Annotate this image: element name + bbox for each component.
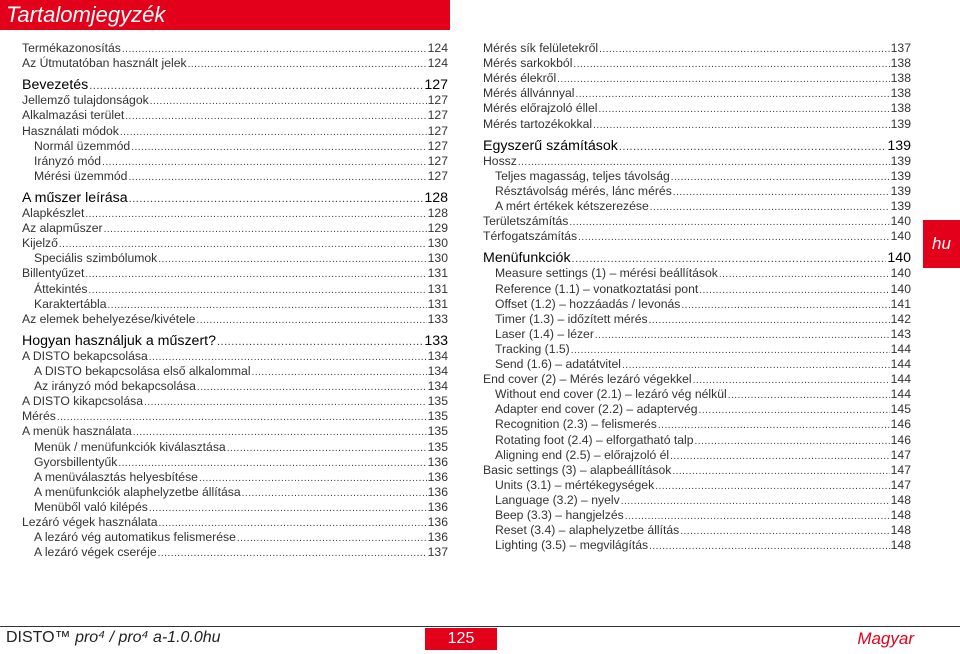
toc-entry-title: Menük / menüfunkciók kiválasztása	[34, 439, 226, 454]
toc-entry[interactable]	[22, 312, 448, 328]
toc-entry-page: 144	[890, 341, 911, 356]
toc-entry-page: 146	[890, 417, 911, 432]
toc-entry-page: 138	[890, 86, 911, 101]
toc-dot-leader	[89, 283, 427, 298]
toc-dot-leader	[125, 109, 426, 124]
toc-dot-leader	[622, 358, 890, 373]
toc-entry[interactable]	[34, 379, 448, 395]
toc-entry[interactable]	[495, 523, 911, 539]
toc-entry-page: 124	[427, 56, 448, 71]
toc-entry-title: A menüválasztás helyesbítése	[34, 469, 198, 484]
toc-entry-title: Gyorsbillentyűk	[34, 454, 118, 469]
toc-entry-title: Reference (1.1) – vonatkoztatási pont	[495, 281, 699, 296]
header-bar	[0, 0, 450, 30]
toc-entry[interactable]	[22, 93, 448, 109]
toc-dot-leader	[578, 230, 890, 245]
footer-product-variants: pro⁴ / pro⁴ a-1.0.0hu	[75, 629, 221, 646]
toc-entry-title: A műszer leírása	[22, 189, 128, 206]
toc-entry-title: A lezáró vég automatikus felismerése	[34, 530, 236, 545]
toc-entry-title: Send (1.6) – adatátvitel	[495, 357, 622, 371]
toc-dot-leader	[188, 57, 427, 72]
toc-entry-title: Alapkészlet	[22, 206, 85, 220]
toc-entry-page: 144	[890, 372, 911, 387]
toc-dot-leader	[650, 200, 890, 215]
toc-dot-leader	[569, 215, 889, 230]
toc-entry-title: Normál üzemmód	[34, 138, 131, 153]
toc-entry-page: 141	[890, 296, 911, 311]
toc-dot-leader	[699, 283, 889, 298]
toc-entry-page: 136	[427, 530, 448, 545]
toc-dot-leader	[719, 267, 890, 282]
toc-entry[interactable]	[483, 463, 911, 479]
footer-language: Magyar	[857, 629, 914, 648]
toc-entry-title: Az Útmutatóban használt jelek	[22, 56, 187, 71]
toc-dot-leader	[227, 441, 427, 456]
toc-entry-page: 137	[427, 545, 448, 560]
toc-entry-title: Mérés előrajzoló éllel	[483, 101, 598, 116]
toc-entry[interactable]	[34, 470, 448, 486]
toc-entry-page: 143	[890, 326, 911, 341]
toc-entry-title: Lighting (3.5) – megvilágítás	[495, 538, 649, 553]
toc-dot-leader	[625, 509, 890, 524]
toc-entry-page: 128	[427, 206, 448, 220]
toc-entry-title: Adapter end cover (2.2) – adaptervég	[495, 402, 698, 417]
toc-entry-page: 133	[424, 332, 448, 349]
toc-entry[interactable]	[495, 433, 911, 449]
toc-dot-leader	[557, 72, 890, 87]
toc-entry-page: 130	[427, 236, 448, 251]
toc-dot-leader	[133, 425, 427, 440]
toc-entry-page: 127	[424, 77, 448, 94]
toc-dot-leader	[149, 350, 427, 365]
toc-entry-page: 129	[427, 221, 448, 236]
toc-entry-page: 133	[427, 311, 448, 326]
toc-entry[interactable]	[483, 56, 911, 72]
toc-entry-title: Billentyűzet	[22, 266, 85, 281]
toc-entry[interactable]	[22, 424, 448, 440]
toc-entry-title: Basic settings (3) – alapbeállítások	[483, 462, 672, 477]
toc-entry[interactable]	[483, 117, 911, 133]
toc-entry-title: Rotating foot (2.4) – elforgatható talp	[495, 432, 694, 447]
toc-entry-page: 136	[427, 469, 448, 484]
toc-entry-page: 136	[427, 515, 448, 529]
toc-entry-title: A DISTO bekapcsolása első alkalommal	[34, 364, 251, 378]
toc-entry-page: 127	[427, 108, 448, 123]
toc-dot-leader	[593, 118, 890, 133]
toc-entry[interactable]	[495, 448, 911, 464]
toc-dot-leader	[199, 471, 427, 486]
toc-entry[interactable]	[22, 108, 448, 124]
toc-entry-page: 140	[890, 214, 911, 229]
toc-entry-title: Területszámítás	[483, 214, 569, 229]
toc-entry[interactable]	[495, 417, 911, 433]
toc-dot-leader	[680, 524, 889, 539]
toc-entry-title: A DISTO bekapcsolása	[22, 348, 148, 363]
toc-entry[interactable]	[495, 312, 911, 328]
toc-entry-title: Without end cover (2.1) – lezáró vég nélkül	[495, 387, 727, 402]
toc-dot-leader	[196, 313, 426, 328]
toc-entry-page: 140	[887, 250, 911, 267]
toc-entry[interactable]	[483, 214, 911, 230]
toc-dot-leader	[197, 380, 427, 395]
toc-entry[interactable]	[495, 342, 911, 358]
toc-entry-title: Termékazonosítás	[22, 41, 121, 55]
toc-entry-title: Mérés tartozékokkal	[483, 116, 593, 131]
toc-entry-title: Menüfunkciók	[483, 250, 571, 267]
toc-entry[interactable]	[495, 297, 911, 313]
toc-dot-leader	[102, 155, 427, 170]
toc-entry[interactable]	[22, 394, 448, 410]
toc-entry-page: 131	[427, 266, 448, 281]
toc-entry-page: 127	[427, 168, 448, 183]
toc-dot-leader	[118, 456, 426, 471]
toc-entry-title: Jellemző tulajdonságok	[22, 93, 149, 108]
toc-entry-title: Mérési üzemmód	[34, 168, 128, 183]
toc-dot-leader	[670, 449, 890, 464]
toc-entry-page: 139	[890, 199, 911, 213]
toc-entry[interactable]	[483, 101, 911, 117]
toc-entry[interactable]	[34, 545, 448, 561]
toc-entry-title: A mért értékek kétszerezése	[495, 199, 649, 213]
toc-dot-leader	[144, 395, 427, 410]
toc-entry-title: Measure settings (1) – mérési beállítások	[495, 266, 718, 281]
toc-entry-title: Mérés sarkokból	[483, 56, 573, 71]
toc-entry-page: 124	[427, 41, 448, 55]
toc-entry-page: 130	[427, 251, 448, 266]
toc-entry[interactable]	[34, 251, 448, 267]
toc-entry[interactable]	[34, 485, 448, 501]
toc-entry-title: Mérés sík felületekről	[483, 41, 599, 55]
toc-dot-leader	[673, 185, 890, 200]
toc-entry-page: 134	[427, 379, 448, 394]
toc-entry-page: 136	[427, 499, 448, 514]
toc-entry[interactable]	[22, 266, 448, 282]
page-title: Tartalomjegyzék	[6, 2, 166, 27]
toc-dot-leader	[128, 170, 426, 185]
toc-entry-title: Recognition (2.3) – felismerés	[495, 417, 657, 432]
toc-entry[interactable]	[495, 184, 911, 200]
toc-entry-page: 148	[890, 508, 911, 522]
toc-entry-title: Kijelző	[22, 236, 58, 251]
toc-entry-title: End cover (2) – Mérés lezáró végekkel	[483, 372, 692, 387]
toc-entry-page: 148	[890, 538, 911, 553]
toc-entry-page: 140	[890, 229, 911, 244]
toc-entry-title: Language (3.2) – nyelv	[495, 492, 620, 507]
toc-dot-leader	[85, 207, 426, 222]
toc-entry[interactable]	[483, 154, 911, 170]
toc-entry-page: 147	[890, 462, 911, 477]
toc-entry-title: Bevezetés	[22, 77, 89, 94]
footer-product-name: DISTO™	[6, 629, 71, 646]
toc-entry-page: 134	[427, 348, 448, 363]
toc-entry-page: 128	[424, 189, 448, 206]
toc-dot-leader	[120, 125, 427, 140]
toc-dot-leader	[655, 479, 889, 494]
toc-entry[interactable]	[34, 530, 448, 546]
toc-entry[interactable]	[22, 349, 448, 365]
toc-entry-title: A menüfunkciók alaphelyzetbe állítása	[34, 484, 241, 499]
toc-entry[interactable]	[34, 297, 448, 313]
toc-entry-title: Menüből való kilépés	[34, 499, 148, 514]
toc-entry[interactable]	[22, 515, 448, 531]
toc-entry-title: Az elemek behelyezése/kivétele	[22, 311, 196, 326]
toc-dot-leader	[699, 403, 890, 418]
toc-entry[interactable]	[483, 71, 911, 87]
toc-entry-page: 139	[890, 168, 911, 183]
toc-entry[interactable]	[495, 199, 911, 215]
toc-dot-leader	[518, 155, 890, 170]
toc-entry-page: 140	[890, 281, 911, 296]
toc-entry[interactable]	[495, 327, 911, 343]
toc-entry-page: 131	[427, 296, 448, 311]
toc-dot-leader	[575, 87, 889, 102]
toc-entry-title: Az alapműszer	[22, 221, 103, 236]
toc-entry-page: 127	[427, 93, 448, 108]
toc-entry-page: 138	[890, 56, 911, 71]
toc-entry[interactable]	[495, 478, 911, 494]
toc-dot-leader	[158, 546, 427, 561]
toc-dot-leader	[131, 140, 426, 155]
toc-entry-title: Offset (1.2) – hozzáadás / levonás	[495, 296, 681, 311]
toc-entry-title: Résztávolság mérés, lánc mérés	[495, 183, 672, 198]
toc-entry[interactable]	[495, 387, 911, 403]
toc-entry-title: Teljes magasság, teljes távolság	[495, 168, 670, 183]
toc-dot-leader	[573, 57, 889, 72]
toc-dot-leader	[149, 501, 427, 516]
toc-entry[interactable]	[34, 282, 448, 298]
toc-dot-leader	[571, 343, 890, 358]
toc-entry-title: A DISTO kikapcsolása	[22, 394, 144, 409]
toc-entry[interactable]	[34, 455, 448, 471]
toc-entry[interactable]	[495, 266, 911, 282]
toc-entry[interactable]	[495, 169, 911, 185]
toc-entry[interactable]	[22, 409, 448, 425]
toc-entry-page: 142	[890, 311, 911, 326]
toc-entry-title: Mérés állvánnyal	[483, 86, 575, 101]
toc-entry-title: Laser (1.4) – lézer	[495, 326, 594, 341]
toc-entry[interactable]	[495, 282, 911, 298]
toc-dot-leader	[598, 102, 889, 117]
toc-entry-title: A lezáró végek cseréje	[34, 545, 157, 560]
toc-dot-leader	[671, 170, 890, 185]
footer-product	[6, 629, 221, 647]
toc-dot-leader	[658, 418, 890, 433]
toc-entry-title: Alkalmazási terület	[22, 108, 125, 123]
toc-dot-leader	[728, 388, 890, 403]
toc-entry-page: 138	[890, 71, 911, 86]
toc-entry-title: Beep (3.3) – hangjelzés	[495, 508, 624, 522]
toc-entry-title: Reset (3.4) – alaphelyzetbe állítás	[495, 523, 680, 538]
toc-entry-page: 148	[890, 492, 911, 507]
toc-entry[interactable]	[34, 500, 448, 516]
toc-entry-page: 137	[890, 41, 911, 55]
toc-entry-page: 144	[890, 387, 911, 402]
toc-entry[interactable]	[22, 56, 448, 72]
toc-entry-title: Áttekintés	[34, 281, 88, 296]
toc-entry-title: Aligning end (2.5) – előrajzoló él	[495, 447, 670, 462]
toc-entry-title: Használati módok	[22, 123, 119, 138]
toc-entry-page: 127	[427, 138, 448, 153]
toc-entry-page: 139	[890, 116, 911, 131]
toc-dot-leader	[237, 531, 427, 546]
toc-entry-title: Egyszerű számítások	[483, 137, 618, 154]
toc-entry[interactable]	[22, 206, 448, 222]
toc-dot-leader	[57, 410, 427, 425]
toc-entry[interactable]	[495, 538, 911, 554]
toc-dot-leader	[649, 313, 890, 328]
toc-entry[interactable]	[483, 86, 911, 102]
toc-entry-title: Units (3.1) – mértékegységek	[495, 477, 655, 492]
toc-entry-title: Lezáró végek használata	[22, 515, 158, 529]
toc-entry[interactable]	[483, 41, 911, 57]
page-number: 125	[425, 628, 497, 650]
toc-entry-page: 131	[427, 281, 448, 296]
toc-entry[interactable]	[495, 508, 911, 524]
language-tab: hu	[923, 220, 960, 268]
toc-entry-page: 145	[890, 402, 911, 417]
toc-entry-page: 136	[427, 454, 448, 469]
toc-entry[interactable]	[495, 493, 911, 509]
toc-entry-page: 127	[427, 123, 448, 138]
toc-entry[interactable]	[34, 139, 448, 155]
toc-entry-page: 134	[427, 364, 448, 378]
toc-entry-title: Térfogatszámítás	[483, 229, 578, 244]
toc-entry-title: Mérés	[22, 409, 56, 424]
footer-divider	[0, 626, 960, 627]
toc-entry[interactable]	[483, 229, 911, 245]
toc-entry[interactable]	[22, 236, 448, 252]
toc-entry-page: 147	[890, 447, 911, 462]
toc-entry-title: Az irányzó mód bekapcsolása	[34, 379, 196, 394]
toc-entry-title: Mérés élekről	[483, 71, 557, 86]
toc-dot-leader	[595, 328, 890, 343]
toc-dot-leader	[599, 42, 890, 57]
toc-entry-title: Karaktertábla	[34, 296, 107, 311]
toc-entry-page: 135	[427, 424, 448, 439]
toc-entry-page: 146	[890, 432, 911, 447]
toc-entry-title: A menük használata	[22, 424, 132, 439]
toc-entry-title: Tracking (1.5)	[495, 341, 570, 356]
toc-entry-title: Timer (1.3) – időzített mérés	[495, 311, 648, 326]
toc-entry-title: Hogyan használjuk a műszert?	[22, 332, 216, 349]
toc-entry-page: 135	[427, 439, 448, 454]
toc-dot-leader	[158, 252, 426, 267]
toc-dot-leader	[621, 494, 890, 509]
toc-entry[interactable]	[483, 372, 911, 388]
toc-dot-leader	[252, 365, 427, 380]
toc-entry[interactable]	[22, 41, 448, 57]
toc-dot-leader	[59, 237, 427, 252]
toc-dot-leader	[108, 298, 427, 313]
toc-entry-page: 147	[890, 477, 911, 492]
toc-dot-leader	[104, 222, 427, 237]
toc-dot-leader	[693, 373, 890, 388]
toc-dot-leader	[150, 94, 427, 109]
toc-entry[interactable]	[34, 169, 448, 185]
toc-dot-leader	[681, 298, 889, 313]
toc-entry-title: Irányzó mód	[34, 153, 102, 168]
toc-entry-page: 138	[890, 101, 911, 116]
toc-entry[interactable]	[495, 402, 911, 418]
toc-entry[interactable]	[34, 440, 448, 456]
toc-entry[interactable]	[34, 364, 448, 380]
toc-entry-page: 127	[427, 153, 448, 168]
toc-entry[interactable]	[22, 221, 448, 237]
toc-entry-page: 135	[427, 394, 448, 409]
toc-entry[interactable]	[22, 124, 448, 140]
toc-entry[interactable]	[495, 357, 911, 373]
toc-entry-page: 139	[890, 183, 911, 198]
toc-dot-leader	[159, 516, 427, 531]
toc-entry-title: Hossz	[483, 153, 517, 168]
toc-entry-page: 136	[427, 484, 448, 499]
toc-entry-page: 144	[890, 357, 911, 371]
toc-entry-page: 148	[890, 523, 911, 538]
toc-dot-leader	[122, 42, 427, 57]
toc-entry-page: 135	[427, 409, 448, 424]
toc-entry-page: 139	[890, 153, 911, 168]
toc-dot-leader	[672, 464, 889, 479]
toc-entry-title: Speciális szimbólumok	[34, 251, 158, 266]
toc-entry[interactable]	[34, 154, 448, 170]
toc-entry-page: 139	[887, 137, 911, 154]
toc-dot-leader	[242, 486, 427, 501]
toc-entry-page: 140	[890, 266, 911, 281]
toc-dot-leader	[85, 267, 426, 282]
toc-dot-leader	[649, 539, 890, 554]
toc-dot-leader	[695, 434, 890, 449]
